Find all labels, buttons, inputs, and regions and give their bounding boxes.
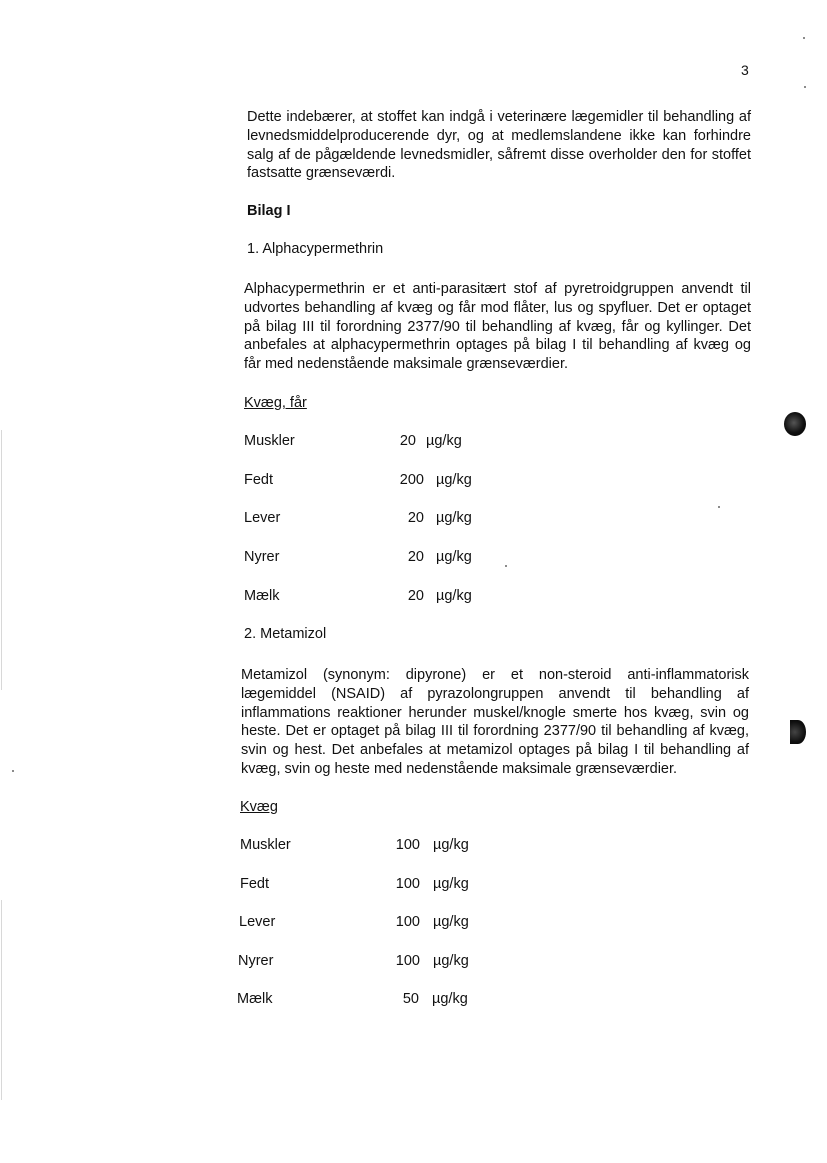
- tissue-label: Fedt: [240, 876, 270, 892]
- section-paragraph: Alphacypermethrin er et anti-parasitært stof af pyretroidgruppen anvendt til udvortes behandling af kvæg og får mod flåter, lus og spyfluer. Det er optaget på bilag III til forordning 2377/90 til behandling af kvæg, får og kyllinger. Det anbefales at alphacypermethrin optages på bilag I til behandling af kvæg og får med nedenstående maksimale grænseværdier.: [244, 281, 751, 373]
- scan-edge-line: [1, 900, 2, 1100]
- tissue-label: Muskler: [244, 433, 295, 449]
- limit-unit: µg/kg: [433, 876, 469, 892]
- tissue-label: Mælk: [244, 588, 280, 604]
- limit-unit: µg/kg: [433, 914, 469, 930]
- scan-speck: [718, 506, 720, 508]
- scan-speck: [505, 565, 507, 567]
- tissue-label: Lever: [244, 510, 281, 526]
- limit-value: 100: [395, 837, 420, 853]
- limit-value: 20: [407, 549, 424, 565]
- limit-unit: µg/kg: [436, 588, 472, 604]
- limit-unit: µg/kg: [432, 991, 468, 1007]
- tissue-label: Mælk: [237, 991, 273, 1007]
- intro-paragraph: Dette indebærer, at stoffet kan indgå i veterinære lægemidler til behandling af levnedsmiddelproducerende dyr, og at medlemslandene ikke kan forhindre salg af de pågældende levnedsmidler, såfremt disse overholder den for stoffet fastsatte grænseværdi.: [247, 109, 751, 182]
- section-paragraph: Metamizol (synonym: dipyrone) er et non-steroid anti-inflammatorisk lægemiddel (NSAID) af pyrazolongruppen anvendt til behandling af inflammations reaktioner herunder muskel/knogle smerte hos kvæg, svin og heste. Det er optaget på bilag III til forordning 2377/90 til behandling af kvæg, svin og hest. Det anbefales at metamizol optages på bilag I til behandling af kvæg, svin og heste med nedenstående maksimale grænseværdier.: [241, 667, 749, 777]
- limit-value: 20: [407, 510, 424, 526]
- limit-unit: µg/kg: [436, 549, 472, 565]
- species-heading: Kvæg: [240, 799, 278, 815]
- limit-value: 100: [395, 953, 420, 969]
- scan-speck: [804, 86, 806, 88]
- annex-heading: Bilag I: [247, 203, 291, 219]
- scan-speck: [803, 37, 805, 39]
- limit-unit: µg/kg: [433, 953, 469, 969]
- limit-value: 200: [399, 472, 424, 488]
- tissue-label: Nyrer: [238, 953, 274, 969]
- scan-edge-line: [1, 430, 2, 690]
- section-title: 2. Metamizol: [244, 626, 327, 642]
- punch-hole-mark: [784, 412, 806, 436]
- limit-value: 20: [399, 433, 416, 449]
- limit-unit: µg/kg: [433, 837, 469, 853]
- scan-speck: [12, 770, 14, 772]
- limit-value: 100: [395, 914, 420, 930]
- tissue-label: Muskler: [240, 837, 291, 853]
- limit-value: 50: [402, 991, 419, 1007]
- tissue-label: Lever: [239, 914, 276, 930]
- limit-unit: µg/kg: [436, 472, 472, 488]
- tissue-label: Nyrer: [244, 549, 280, 565]
- limit-unit: µg/kg: [436, 510, 472, 526]
- punch-hole-mark: [790, 720, 806, 744]
- limit-value: 20: [407, 588, 424, 604]
- tissue-label: Fedt: [244, 472, 274, 488]
- limit-unit: µg/kg: [426, 433, 462, 449]
- species-heading: Kvæg, får: [244, 395, 307, 411]
- page-number: 3: [741, 62, 749, 78]
- limit-value: 100: [395, 876, 420, 892]
- section-title: 1. Alphacypermethrin: [247, 241, 384, 257]
